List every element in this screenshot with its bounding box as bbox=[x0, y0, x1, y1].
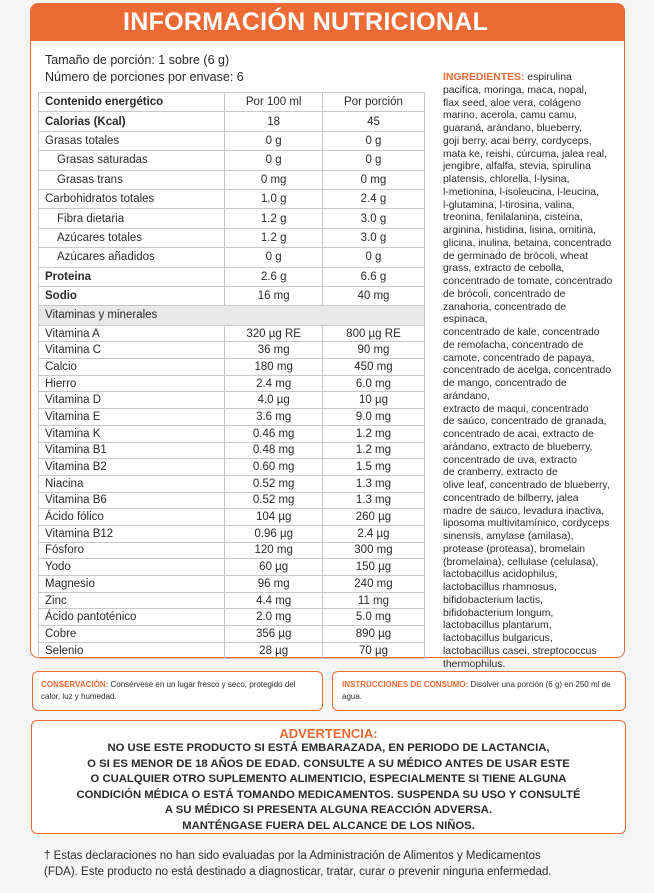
disclaimer-line: (FDA). Este producto no está destinado a diagnosticar, tratar, curar o prevenir ninguna enfermedad. bbox=[44, 865, 552, 878]
table-row bbox=[39, 642, 425, 659]
conservation-label: CONSERVACIÓN: bbox=[41, 680, 109, 689]
warning-line: O CUALQUIER OTRO SUPLEMENTO ALIMENTICIO, ESPECIALMENTE SI TIENE ALGUNA bbox=[90, 773, 567, 786]
header-energy: Contenido energético bbox=[39, 93, 225, 112]
instructions-text: Disolver una porción (6 g) en 250 ml de agua. bbox=[342, 680, 611, 701]
value-per-100: 1.2 g bbox=[225, 209, 322, 228]
ingredients-line: pacifica, moringa, maca, nopal, bbox=[443, 84, 587, 96]
warning-line: O SI ES MENOR DE 18 AÑOS DE EDAD. CONSULTE A SU MÉDICO ANTES DE USAR ESTE bbox=[87, 757, 570, 770]
nutrition-table bbox=[38, 92, 425, 659]
nutrient-name: Zinc bbox=[39, 592, 225, 609]
ingredients-line: arginina, histidina, lisina, ornitina, bbox=[443, 225, 597, 236]
table-row bbox=[39, 459, 425, 476]
value-per-100: 0.60 mg bbox=[225, 459, 322, 476]
value-per-serving: 1.5 mg bbox=[322, 459, 424, 476]
value-per-serving: 0 g bbox=[322, 131, 424, 150]
value-per-100: 0.46 mg bbox=[225, 425, 322, 442]
nutrient-name: Carbohidratos totales bbox=[39, 189, 225, 208]
table-row bbox=[39, 267, 425, 286]
value-per-serving: 3.0 g bbox=[322, 228, 424, 247]
ingredients-block bbox=[443, 72, 613, 671]
nutrient-name: Selenio bbox=[39, 642, 225, 659]
ingredients-label: INGREDIENTES: bbox=[443, 72, 525, 83]
ingredients-line: concentrado de kale, concentrado bbox=[443, 327, 600, 338]
table-row bbox=[39, 112, 425, 131]
servings-per-container: Número de porciones por envase: 6 bbox=[45, 70, 244, 84]
ingredients-line: zanahoria, concentrado de espinaca, bbox=[443, 301, 567, 326]
nutrient-name: Proteina bbox=[39, 267, 225, 286]
nutrient-name: Grasas totales bbox=[39, 131, 225, 150]
ingredients-line: thermophilus. bbox=[443, 658, 506, 670]
value-per-serving: 5.0 mg bbox=[322, 609, 424, 626]
instructions-label: INSTRUCCIONES DE CONSUMO: bbox=[342, 680, 469, 689]
table-row bbox=[39, 609, 425, 626]
value-per-serving: 40 mg bbox=[322, 286, 424, 305]
warning-line: CONDICIÓN MÉDICA O ESTÁ TOMANDO MEDICAMENTOS. SUSPENDA SU USO Y CONSULTÉ bbox=[76, 788, 581, 801]
value-per-serving: 3.0 g bbox=[322, 209, 424, 228]
value-per-serving: 45 bbox=[322, 112, 424, 131]
value-per-serving: 0 g bbox=[322, 248, 424, 267]
nutrient-name: Vitamina B6 bbox=[39, 492, 225, 509]
table-row bbox=[39, 170, 425, 189]
ingredients-line: espirulina bbox=[527, 72, 572, 83]
value-per-100: 0 g bbox=[225, 248, 322, 267]
ingredients-line: l-metionina, l-isoleucina, l-leucina, bbox=[443, 186, 599, 198]
value-per-100: 18 bbox=[225, 112, 322, 131]
nutrient-name: Vitamina B1 bbox=[39, 442, 225, 459]
value-per-100: 28 µg bbox=[225, 642, 322, 659]
ingredients-line: concentrado de tomate, concentrado bbox=[443, 276, 613, 287]
table-row bbox=[39, 325, 425, 342]
value-per-serving: 6.6 g bbox=[322, 267, 424, 286]
warning-title: ADVERTENCIA: bbox=[279, 726, 378, 741]
value-per-serving: 1.3 mg bbox=[322, 492, 424, 509]
ingredients-line: concentrado de acai, extracto de bbox=[443, 429, 594, 440]
ingredients-line: platensis, chlorella, l-lysina, bbox=[443, 174, 570, 185]
ingredients-line: camote, concentrado de papaya, bbox=[443, 352, 595, 364]
value-per-serving: 300 mg bbox=[322, 542, 424, 559]
table-row bbox=[39, 542, 425, 559]
ingredients-text bbox=[443, 72, 612, 670]
fda-disclaimer bbox=[44, 849, 624, 880]
nutrient-name: Ácido fólico bbox=[39, 509, 225, 526]
ingredients-line: de cranberry, extracto de bbox=[443, 467, 558, 479]
page-title: INFORMACIÓN NUTRICIONAL bbox=[30, 3, 625, 41]
nutrient-name: Vitamina K bbox=[39, 425, 225, 442]
value-per-100: 0.52 mg bbox=[225, 475, 322, 492]
warning-line: MANTÉNGASE FUERA DEL ALCANCE DE LOS NIÑOS. bbox=[182, 819, 475, 832]
nutrient-name: Grasas trans bbox=[39, 170, 225, 189]
table-row bbox=[39, 131, 425, 150]
table-row bbox=[39, 592, 425, 609]
ingredients-line: concentrado de bilberry, jalea bbox=[443, 492, 579, 504]
nutrient-name: Sodio bbox=[39, 286, 225, 305]
table-row bbox=[39, 189, 425, 208]
value-per-100: 3.6 mg bbox=[225, 409, 322, 426]
value-per-serving: 1.3 mg bbox=[322, 475, 424, 492]
value-per-serving: 150 µg bbox=[322, 559, 424, 576]
ingredients-line: de saúco, concentrado de granada, bbox=[443, 416, 607, 428]
ingredients-line: olive leaf, concentrado de blueberry, bbox=[443, 480, 610, 491]
value-per-100: 0 g bbox=[225, 131, 322, 150]
table-row bbox=[39, 576, 425, 593]
ingredients-line: grass, extracto de cebolla, bbox=[443, 263, 565, 275]
table-row bbox=[39, 151, 425, 170]
warning-box bbox=[31, 720, 626, 834]
nutrient-name: Vitamina B12 bbox=[39, 525, 225, 542]
ingredients-line: de mango, concentrado de arándano, bbox=[443, 378, 567, 402]
conservation-text: Consérvese en un lugar fresco y seco, protegido del calor, luz y humedad. bbox=[41, 680, 296, 701]
ingredients-line: guaraná, arándano, blueberry, bbox=[443, 123, 583, 134]
value-per-100: 1.2 g bbox=[225, 228, 322, 247]
nutrient-name: Vitamina C bbox=[39, 342, 225, 359]
table-row bbox=[39, 492, 425, 509]
ingredients-line: lactobacillus acidophilus, bbox=[443, 569, 558, 581]
ingredients-line: madre de sauco, levadura inactiva, bbox=[443, 505, 605, 517]
ingredients-line: marino, acerola, camu camu, bbox=[443, 110, 577, 122]
ingredients-line: liposoma multivitamínico, cordyceps bbox=[443, 518, 610, 530]
ingredients-line: de remolacha, concentrado de bbox=[443, 339, 584, 351]
table-row bbox=[39, 359, 425, 376]
ingredients-line: protease (proteasa), bromelain bbox=[443, 543, 586, 555]
ingredients-line: de brócoli, concentrado de bbox=[443, 288, 566, 300]
table-row bbox=[39, 475, 425, 492]
table-header-row bbox=[39, 93, 425, 112]
value-per-100: 16 mg bbox=[225, 286, 322, 305]
table-row bbox=[39, 248, 425, 267]
value-per-100: 4.4 mg bbox=[225, 592, 322, 609]
warning-line: A SU MÉDICO SI PRESENTA ALGUNA REACCIÓN ADVERSA. bbox=[164, 804, 493, 817]
nutrient-name: Fósforo bbox=[39, 542, 225, 559]
ingredients-line: bifidobacterium longum, bbox=[443, 607, 554, 619]
table-row bbox=[39, 342, 425, 359]
table-row bbox=[39, 228, 425, 247]
value-per-100: 120 mg bbox=[225, 542, 322, 559]
nutrient-name: Calcio bbox=[39, 359, 225, 376]
ingredients-line: lactobacillus casei, streptococcus bbox=[443, 645, 597, 657]
value-per-100: 36 mg bbox=[225, 342, 322, 359]
value-per-100: 0.96 µg bbox=[225, 525, 322, 542]
value-per-serving: 800 µg RE bbox=[322, 325, 424, 342]
nutrient-name: Fibra dietaria bbox=[39, 209, 225, 228]
disclaimer-line: † Estas declaraciones no han sido evaluadas por la Administración de Alimentos y Medicamentos bbox=[44, 850, 541, 862]
nutrient-name: Vitamina B2 bbox=[39, 459, 225, 476]
vitamins-header-row bbox=[39, 306, 425, 325]
ingredients-line: sinensis, amylase (amilasa), bbox=[443, 531, 574, 542]
nutrient-name: Ácido pantoténico bbox=[39, 609, 225, 626]
table-row bbox=[39, 509, 425, 526]
value-per-serving: 2.4 µg bbox=[322, 525, 424, 542]
value-per-100: 1.0 g bbox=[225, 189, 322, 208]
ingredients-line: lactobacillus rhamnosus, bbox=[443, 582, 557, 593]
value-per-serving: 10 µg bbox=[322, 392, 424, 409]
value-per-100: 2.4 mg bbox=[225, 375, 322, 392]
table-row bbox=[39, 375, 425, 392]
value-per-100: 320 µg RE bbox=[225, 325, 322, 342]
value-per-serving: 0 g bbox=[322, 151, 424, 170]
value-per-serving: 70 µg bbox=[322, 642, 424, 659]
header-per-100: Por 100 ml bbox=[225, 93, 322, 112]
nutrient-name: Calorias (Kcal) bbox=[39, 112, 225, 131]
value-per-100: 2.0 mg bbox=[225, 609, 322, 626]
value-per-100: 0.52 mg bbox=[225, 492, 322, 509]
value-per-serving: 1.2 mg bbox=[322, 425, 424, 442]
warning-line: NO USE ESTE PRODUCTO SI ESTÁ EMBARAZADA, EN PERIODO DE LACTANCIA, bbox=[107, 742, 550, 754]
nutrient-name: Vitamina D bbox=[39, 392, 225, 409]
nutrient-name: Niacina bbox=[39, 475, 225, 492]
ingredients-line: lactobacillus bulgaricus, bbox=[443, 633, 553, 644]
value-per-serving: 240 mg bbox=[322, 576, 424, 593]
value-per-serving: 2.4 g bbox=[322, 189, 424, 208]
nutrient-name: Yodo bbox=[39, 559, 225, 576]
ingredients-line: jengibre, alfalfa, stevia, spirulina bbox=[443, 161, 591, 173]
ingredients-line: extracto de maqui, concentrado bbox=[443, 403, 589, 415]
table-row bbox=[39, 425, 425, 442]
ingredients-line: arándano, extracto de blueberry, bbox=[443, 441, 593, 453]
vitamins-header: Vitaminas y minerales bbox=[39, 306, 425, 325]
nutrient-name: Grasas saturadas bbox=[39, 151, 225, 170]
serving-size: Tamaño de porción: 1 sobre (6 g) bbox=[45, 53, 230, 67]
value-per-100: 0 mg bbox=[225, 170, 322, 189]
ingredients-line: concentrado de uva, extracto bbox=[443, 454, 578, 466]
warning-text bbox=[32, 741, 625, 835]
table-row bbox=[39, 409, 425, 426]
ingredients-line: concentrado de acelga, concentrado bbox=[443, 365, 612, 377]
nutrient-name: Cobre bbox=[39, 626, 225, 643]
value-per-serving: 1.2 mg bbox=[322, 442, 424, 459]
table-row bbox=[39, 286, 425, 305]
nutrient-name: Vitamina A bbox=[39, 325, 225, 342]
ingredients-line: lactobacillus plantarum, bbox=[443, 620, 552, 632]
nutrient-name: Magnesio bbox=[39, 576, 225, 593]
nutrient-name: Azúcares añadidos bbox=[39, 248, 225, 267]
instructions-box bbox=[332, 671, 626, 711]
table-row bbox=[39, 442, 425, 459]
ingredients-line: bifidobacterium lactis, bbox=[443, 594, 543, 606]
ingredients-line: treonina, fenilalanina, cisteina, bbox=[443, 212, 583, 224]
value-per-100: 180 mg bbox=[225, 359, 322, 376]
ingredients-line: goji berry, acai berry, cordyceps, bbox=[443, 135, 592, 147]
conservation-box bbox=[32, 671, 323, 711]
value-per-serving: 11 mg bbox=[322, 592, 424, 609]
table-row bbox=[39, 392, 425, 409]
value-per-100: 104 µg bbox=[225, 509, 322, 526]
value-per-100: 60 µg bbox=[225, 559, 322, 576]
table-row bbox=[39, 209, 425, 228]
value-per-serving: 9.0 mg bbox=[322, 409, 424, 426]
value-per-100: 2.6 g bbox=[225, 267, 322, 286]
table-row bbox=[39, 525, 425, 542]
value-per-serving: 0 mg bbox=[322, 170, 424, 189]
value-per-100: 4.0 µg bbox=[225, 392, 322, 409]
ingredients-line: de germinado de brócoli, wheat bbox=[443, 250, 588, 262]
header-per-serving: Por porción bbox=[322, 93, 424, 112]
table-row bbox=[39, 559, 425, 576]
ingredients-line: glicina, inulina, betaina, concentrado bbox=[443, 237, 612, 249]
value-per-serving: 90 mg bbox=[322, 342, 424, 359]
ingredients-line: (bromelaina), cellulase (celulasa), bbox=[443, 556, 599, 568]
ingredients-line: l-glutamina, l-tirosina, valina, bbox=[443, 199, 575, 211]
nutrient-name: Hierro bbox=[39, 375, 225, 392]
value-per-100: 0 g bbox=[225, 151, 322, 170]
table-row bbox=[39, 626, 425, 643]
value-per-serving: 450 mg bbox=[322, 359, 424, 376]
ingredients-line: flax seed, aloe vera, colágeno bbox=[443, 97, 582, 109]
value-per-100: 0.48 mg bbox=[225, 442, 322, 459]
value-per-serving: 6.0 mg bbox=[322, 375, 424, 392]
value-per-100: 356 µg bbox=[225, 626, 322, 643]
nutrient-name: Vitamina E bbox=[39, 409, 225, 426]
value-per-serving: 890 µg bbox=[322, 626, 424, 643]
nutrient-name: Azúcares totales bbox=[39, 228, 225, 247]
value-per-serving: 260 µg bbox=[322, 509, 424, 526]
value-per-100: 96 mg bbox=[225, 576, 322, 593]
ingredients-line: mata ke, reishi, cúrcuma, jalea real, bbox=[443, 148, 608, 160]
